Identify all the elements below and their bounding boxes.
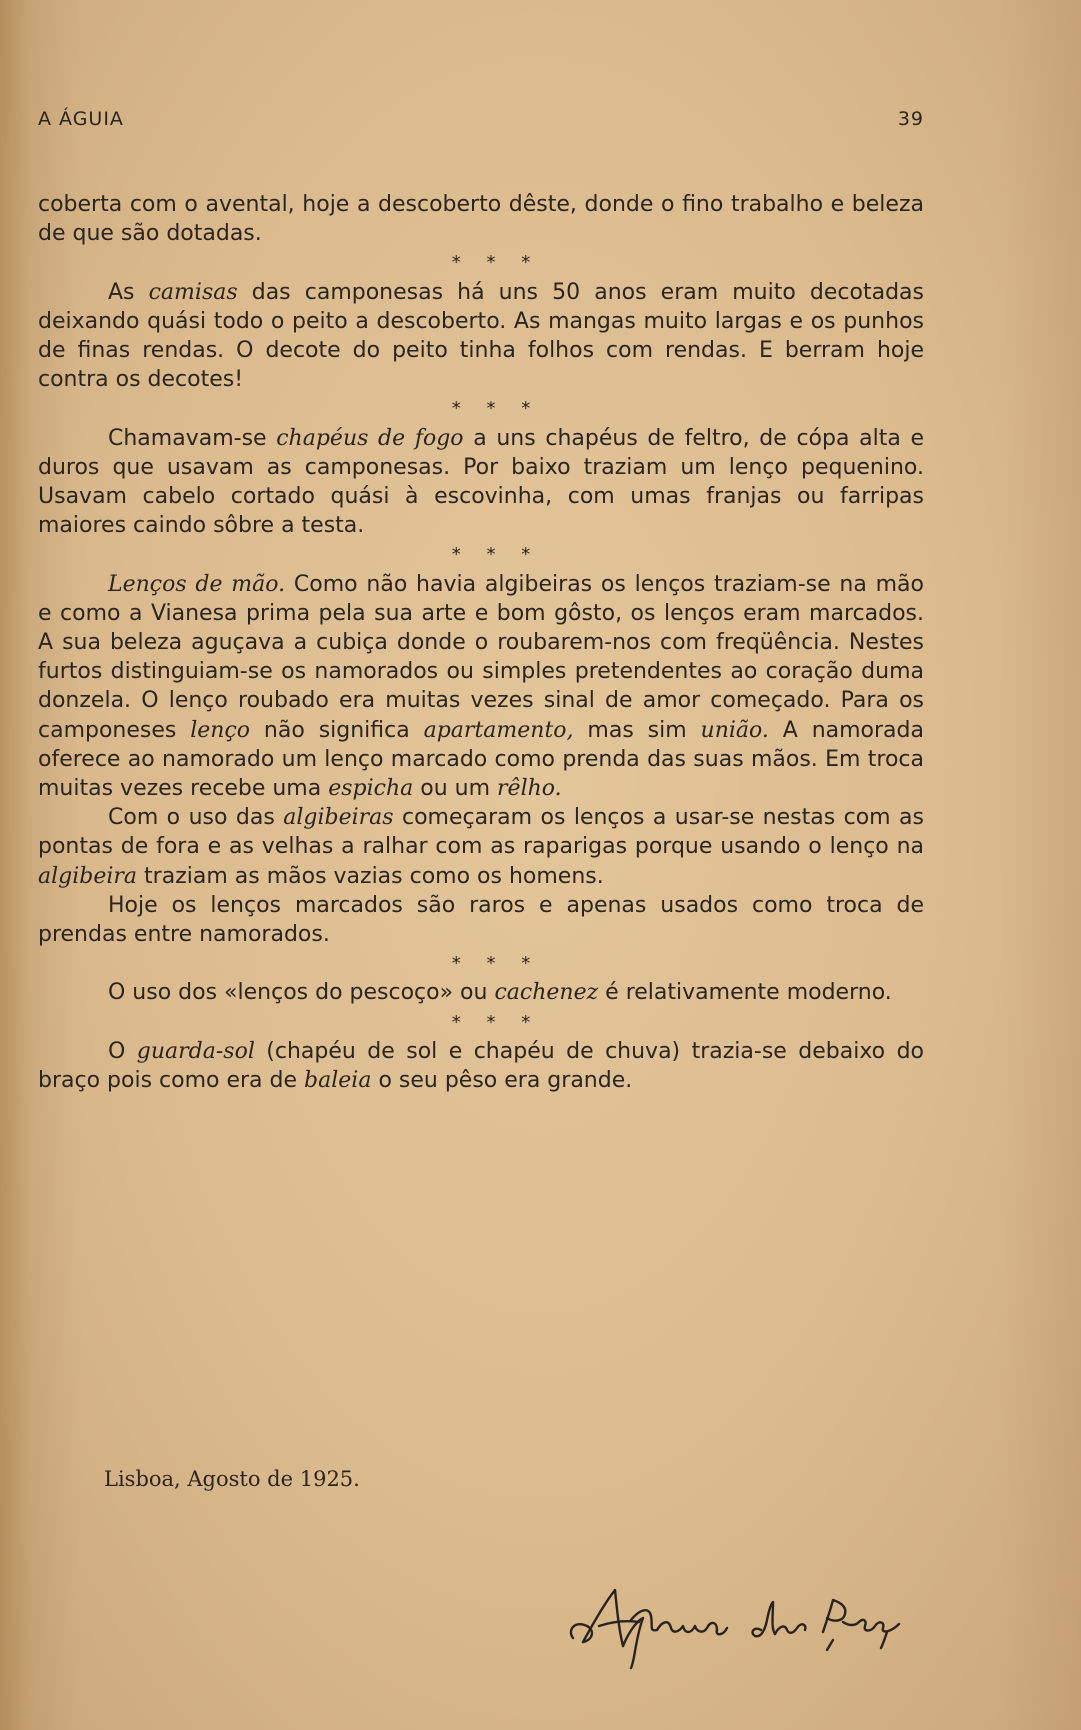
section-separator: * * * [451, 1011, 541, 1033]
page-number: 39 [897, 108, 924, 130]
paragraph-lencos-hoje: Hoje os lenços marcados são raros e apenas usados como troca de prendas entre namorados. [38, 892, 924, 948]
section-separator: * * * [451, 398, 541, 420]
article-body [38, 190, 924, 1095]
paragraph-lencos-de-mao: Lenços de mão. Como não havia algibeiras os lenços traziam-se na mão e como a Vianesa prima pela sua arte e bom gôsto, os lenços eram marcados. A sua beleza aguçava a cubiça donde o roubarem-nos com freqüência. Nestes furtos distinguiam-se os namorados ou simples pretendentes ao coração duma donzela. O lenço roubado era muitas vezes sinal de amor começado. Para os camponeses lenço não significa apartamento, mas sim união. A namorada oferece ao namorado um lenço marcado como prenda das suas mãos. Em troca muitas vezes recebe uma espicha ou um rêlho. [38, 571, 924, 802]
section-separator: * * * [451, 544, 541, 566]
running-title: A ÁGUIA [38, 108, 124, 130]
paragraph-chapeus: Chamavam-se chapéus de fogo a uns chapéus de feltro, de cópa alta e duros que usavam as camponesas. Por baixo traziam um lenço pequenino. Usavam cabelo cortado quási à escovinha, com umas franjas ou farripas maiores caindo sôbre a testa. [38, 425, 925, 539]
section-separator: * * * [451, 953, 541, 975]
signature [565, 1560, 925, 1670]
place-and-date: Lisboa, Agosto de 1925. [104, 1467, 360, 1491]
paragraph-algibeiras: Com o uso das algibeiras começaram os lenços a usar-se nestas com as pontas de fora e as velhas a ralhar com as raparigas porque usando o lenço na algibeira traziam as mãos vazias como os homens. [38, 805, 924, 889]
section-separator: * * * [451, 252, 541, 274]
paragraph-1: coberta com o avental, hoje a descoberto dêste, donde o fino trabalho e beleza de que são dotadas. [38, 192, 924, 247]
paragraph-camisas: As camisas das camponesas há uns 50 anos eram muito decotadas deixando quási todo o peito a descoberto. As mangas muito largas e os punhos de finas rendas. O decote do peito tinha folhos com rendas. E berram hoje contra os decotes! [38, 279, 924, 393]
paragraph-guarda-sol: O guarda-sol (chapéu de sol e chapéu de chuva) trazia-se debaixo do braço pois como era de baleia o seu pêso era grande. [38, 1038, 924, 1094]
paragraph-cachenez: O uso dos «lenços do pescoço» ou cachenez é relativamente moderno. [108, 980, 892, 1006]
